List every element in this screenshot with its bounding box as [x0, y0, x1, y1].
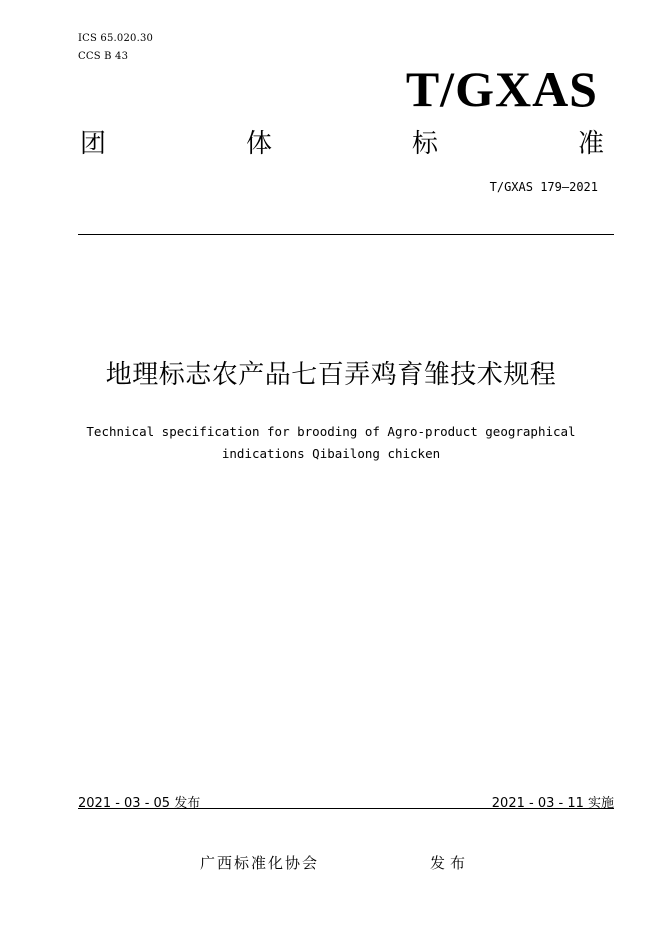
- standard-type-char: 准: [577, 129, 604, 159]
- header-divider: [78, 234, 614, 235]
- document-title-english: [0, 421, 662, 465]
- standard-type-char: 标: [411, 129, 438, 159]
- standard-type-char: 体: [245, 129, 272, 159]
- document-title-chinese: 地理标志农产品七百弄鸡育雏技术规程: [105, 360, 557, 390]
- standard-brand: T/GXAS: [405, 61, 598, 117]
- issue-label: 发布: [430, 854, 471, 872]
- implement-date: 2021 - 03 - 11 实施: [491, 796, 614, 811]
- english-title-line: indications Qibailong chicken: [221, 446, 441, 461]
- ccs-code: CCS B 43: [78, 51, 129, 62]
- standard-type-char: 团: [80, 129, 107, 159]
- ics-code: ICS 65.020.30: [78, 33, 154, 44]
- date-divider: [78, 808, 614, 809]
- issuing-organization: 广西标准化协会: [200, 854, 320, 872]
- standard-type: [80, 128, 604, 160]
- standard-number: T/GXAS 179—2021: [489, 180, 598, 194]
- publish-date: 2021 - 03 - 05 发布: [78, 796, 201, 811]
- english-title-line: Technical specification for brooding of Agro-product geographical: [86, 424, 576, 439]
